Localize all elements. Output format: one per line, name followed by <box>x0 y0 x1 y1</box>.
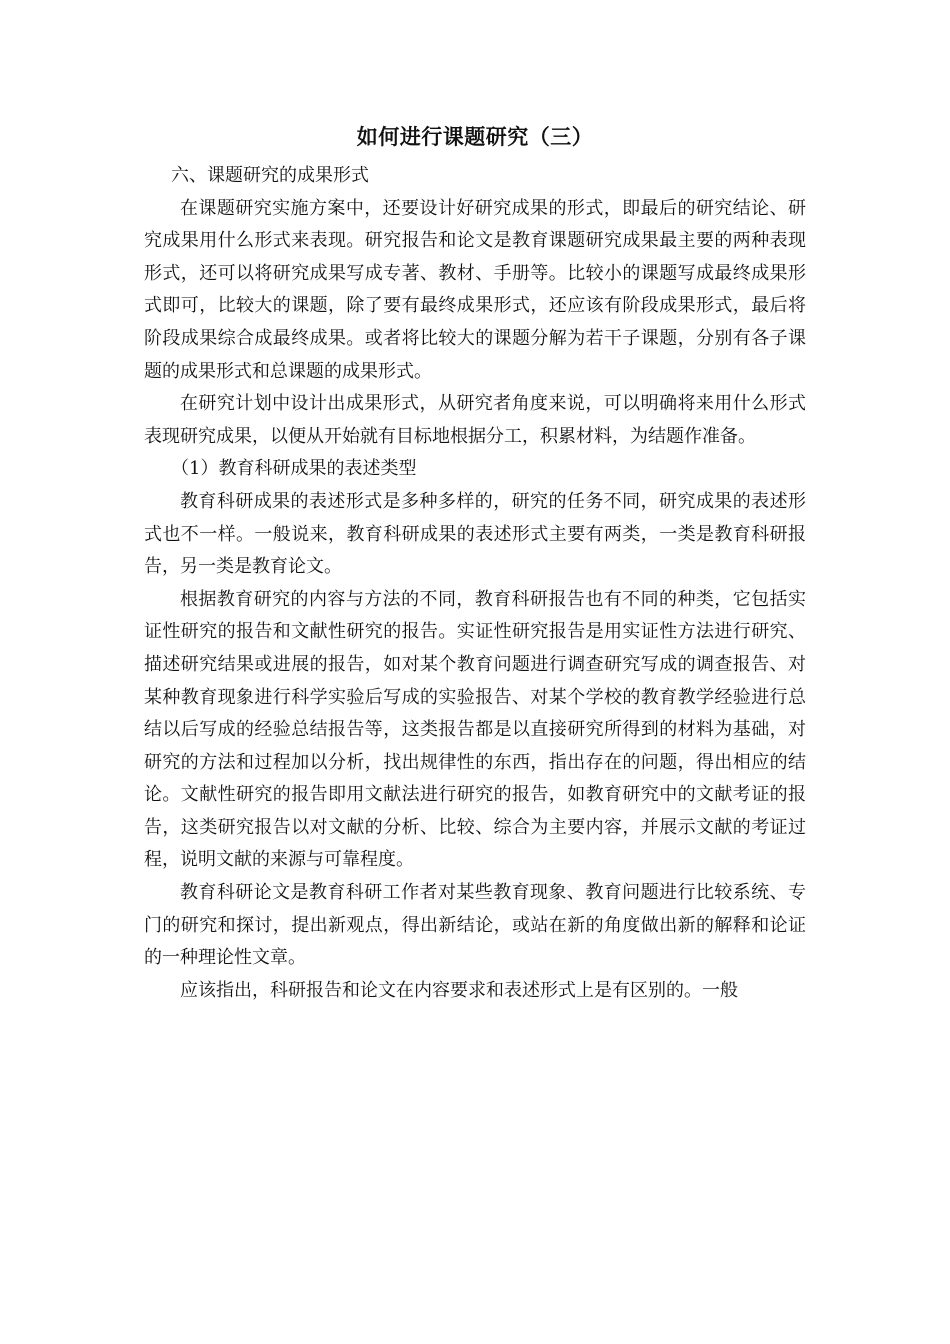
paragraph: 在研究计划中设计出成果形式，从研究者角度来说，可以明确将来用什么形式表现研究成果，以便从开始就有目标地根据分工，积累材料，为结题作准备。 <box>144 393 806 447</box>
paragraph: 在课题研究实施方案中，还要设计好研究成果的形式，即最后的研究结论、研究成果用什么形式来表现。研究报告和论文是教育课题研究成果最主要的两种表现形式，还可以将研究成果写成专著、教材、手册等。比较小的课题写成最终成果形式即可，比较大的课题，除了要有最终成果形式，还应该有阶段成果形式，最后将阶段成果综合成最终成果。或者将比较大的课题分解为若干子课题，分别有各子课题的成果形式和总课题的成果形式。 <box>144 197 806 382</box>
subsection-heading: （1）教育科研成果的表述类型 <box>171 458 417 480</box>
section-heading: 六、课题研究的成果形式 <box>171 165 369 186</box>
document-body <box>144 160 806 1007</box>
paragraph: 教育科研论文是教育科研工作者对某些教育现象、教育问题进行比较系统、专门的研究和探讨，提出新观点，得出新结论，或站在新的角度做出新的解释和论证的一种理论性文章。 <box>144 882 806 969</box>
paragraph: 应该指出，科研报告和论文在内容要求和表述形式上是有区别的。一般 <box>180 979 738 1001</box>
paragraph: 根据教育研究的内容与方法的不同，教育科研报告也有不同的种类，它包括实证性研究的报告和文献性研究的报告。实证性研究报告是用实证性方法进行研究、描述研究结果或进展的报告，如对某个教育问题进行调查研究写成的调查报告、对某种教育现象进行科学实验后写成的实验报告、对某个学校的教育教学经验进行总结以后写成的经验总结报告等，这类报告都是以直接研究所得到的材料为基础，对研究的方法和过程加以分析，找出规律性的东西，指出存在的问题，得出相应的结论。文献性研究的报告即用文献法进行研究的报告，如教育研究中的文献考证的报告，这类研究报告以对文献的分析、比较、综合为主要内容，并展示文献的考证过程，说明文献的来源与可靠程度。 <box>144 588 806 871</box>
document-title: 如何进行课题研究（三） <box>356 125 594 149</box>
paragraph: 教育科研成果的表述形式是多种多样的，研究的任务不同，研究成果的表述形式也不一样。一般说来，教育科研成果的表述形式主要有两类，一类是教育科研报告，另一类是教育论文。 <box>144 490 806 578</box>
